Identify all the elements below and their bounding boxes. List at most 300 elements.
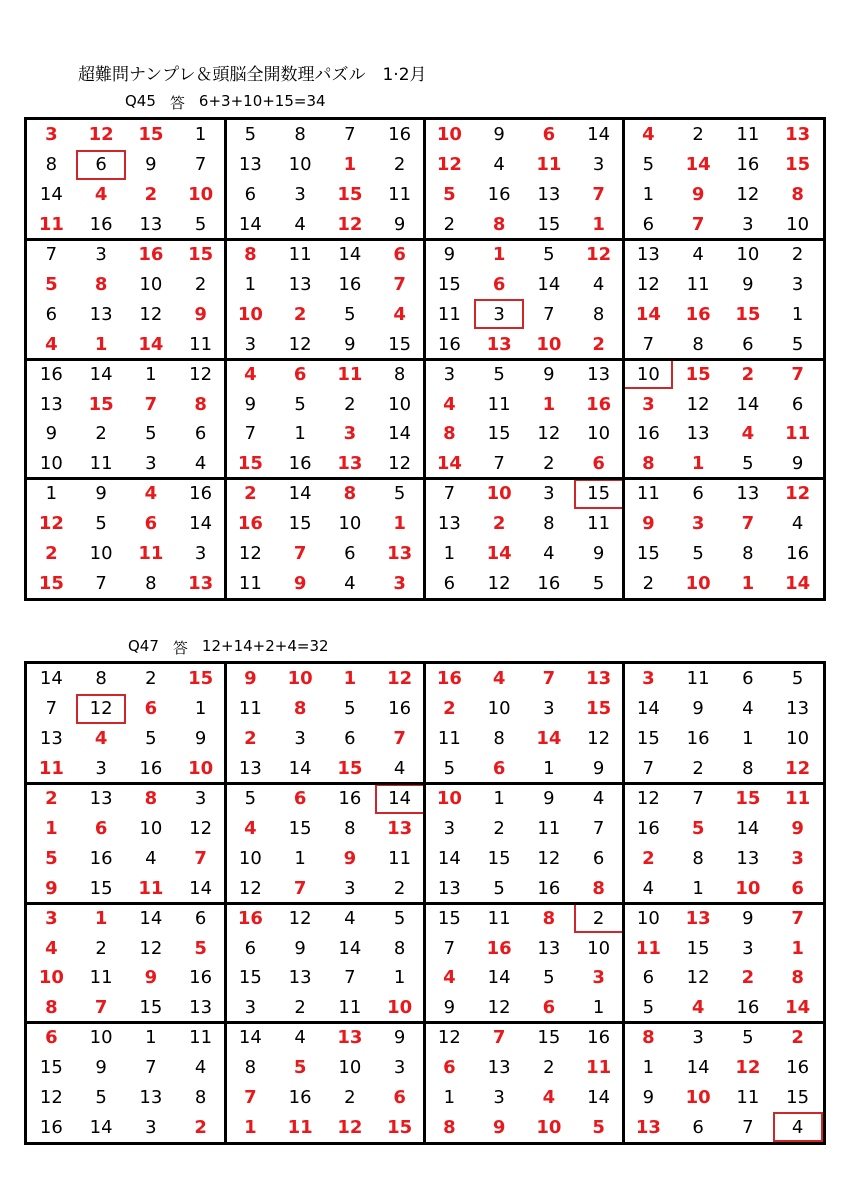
- block-divider-horizontal: [27, 1021, 823, 1024]
- grid-cell: 14: [636, 698, 660, 720]
- grid-cell: 8: [642, 453, 655, 475]
- grid-cell: 1: [642, 1057, 655, 1079]
- grid-cell: 1: [194, 698, 207, 720]
- grid-cell: 4: [443, 393, 456, 415]
- grid-cell: 14: [139, 907, 163, 929]
- grid-cell: 6: [293, 363, 307, 385]
- grid-cell: 10: [786, 214, 810, 236]
- grid-cell: 4: [344, 907, 356, 929]
- grid-cell: 12: [785, 483, 811, 505]
- grid-cell: 16: [237, 907, 263, 929]
- grid-cell: 1: [45, 817, 58, 839]
- grid-cell: 14: [537, 273, 561, 295]
- grid-cell: 15: [685, 363, 711, 385]
- grid-cell: 13: [636, 244, 660, 266]
- grid-cell: 10: [237, 303, 263, 325]
- grid-cell: 12: [437, 1027, 461, 1049]
- grid-cell: 1: [343, 154, 357, 176]
- grid-cell: 14: [785, 997, 811, 1019]
- grid-cell: 2: [791, 244, 804, 266]
- grid-cell: 10: [436, 788, 462, 810]
- grid-cell: 8: [294, 124, 306, 146]
- grid-cell: 15: [38, 572, 64, 594]
- grid-cell: 16: [537, 877, 561, 899]
- grid-cell: 13: [337, 1027, 363, 1049]
- grid-cell: 4: [691, 997, 705, 1019]
- grid-cell: 6: [244, 184, 257, 206]
- grid-cell: 13: [288, 967, 312, 989]
- grid-cell: 7: [642, 333, 655, 355]
- grid-cell: 16: [736, 997, 760, 1019]
- grid-cell: 4: [592, 788, 605, 810]
- grid-cell: 3: [493, 1087, 505, 1109]
- grid-cell: 14: [736, 817, 760, 839]
- grid-cell: 1: [742, 728, 754, 750]
- grid-cell: 16: [685, 303, 711, 325]
- grid-cell: 14: [685, 154, 711, 176]
- grid-cell: 12: [735, 1057, 761, 1079]
- grid-cell: 1: [145, 363, 157, 385]
- grid-cell: 13: [537, 184, 561, 206]
- grid-cell: 9: [194, 728, 207, 750]
- grid-cell: 9: [244, 393, 257, 415]
- grid-cell: 16: [288, 1087, 312, 1109]
- grid-cell: 10: [89, 543, 113, 565]
- grid-cell: 16: [736, 154, 760, 176]
- grid-cell: 7: [94, 997, 108, 1019]
- q47-puzzle-grid: [24, 661, 826, 1145]
- grid-cell: 1: [194, 124, 207, 146]
- grid-cell: 14: [785, 572, 811, 594]
- grid-cell: 15: [586, 698, 612, 720]
- grid-cell: 15: [188, 244, 214, 266]
- grid-cell: 15: [288, 817, 312, 839]
- grid-cell: 3: [592, 967, 605, 989]
- grid-cell: 11: [238, 572, 262, 594]
- grid-cell: 10: [536, 1116, 562, 1138]
- grid-cell: 6: [492, 758, 506, 780]
- q45-puzzle-grid: [24, 117, 826, 601]
- grid-cell: 15: [388, 333, 412, 355]
- grid-cell: 14: [138, 333, 164, 355]
- grid-cell: 11: [537, 817, 561, 839]
- grid-cell: 8: [692, 847, 704, 869]
- grid-cell: 14: [39, 184, 63, 206]
- grid-cell: 9: [642, 513, 655, 535]
- grid-cell: 7: [194, 847, 207, 869]
- grid-cell: 6: [542, 997, 556, 1019]
- grid-cell: 13: [786, 698, 810, 720]
- grid-cell: 16: [189, 483, 213, 505]
- grid-cell: 7: [344, 967, 356, 989]
- grid-cell: 14: [437, 847, 461, 869]
- grid-cell: 12: [387, 668, 413, 690]
- grid-cell: 9: [543, 788, 555, 810]
- grid-cell: 3: [791, 273, 804, 295]
- grid-cell: 3: [791, 847, 804, 869]
- grid-cell: 2: [294, 997, 306, 1019]
- grid-cell: 12: [487, 997, 511, 1019]
- grid-cell: 8: [343, 483, 357, 505]
- grid-cell: 15: [238, 967, 262, 989]
- grid-cell: 14: [288, 758, 312, 780]
- grid-cell: 1: [791, 303, 804, 325]
- q47-answer-line: [128, 637, 329, 658]
- grid-cell: 10: [188, 184, 214, 206]
- grid-cell: 9: [343, 847, 357, 869]
- grid-cell: 7: [344, 124, 356, 146]
- grid-cell: 15: [288, 513, 312, 535]
- grid-cell: 8: [244, 244, 257, 266]
- grid-cell: 7: [293, 877, 307, 899]
- grid-cell: 7: [692, 788, 704, 810]
- grid-cell: 16: [89, 847, 113, 869]
- grid-cell: 5: [543, 244, 555, 266]
- grid-cell: 8: [393, 363, 406, 385]
- grid-cell: 2: [741, 967, 755, 989]
- grid-cell: 12: [736, 184, 760, 206]
- grid-cell: 5: [493, 877, 505, 899]
- grid-cell: 8: [543, 513, 555, 535]
- grid-cell: 5: [393, 483, 406, 505]
- grid-cell: 7: [642, 758, 655, 780]
- grid-cell: 8: [742, 758, 754, 780]
- grid-cell: 11: [487, 393, 511, 415]
- grid-cell: 2: [791, 1027, 804, 1049]
- grid-cell: 9: [742, 907, 754, 929]
- q45-answer-label: 答: [169, 94, 185, 112]
- grid-cell: 6: [692, 1116, 704, 1138]
- grid-cell: 16: [288, 453, 312, 475]
- grid-cell: 11: [587, 513, 611, 535]
- grid-cell: 6: [194, 907, 207, 929]
- grid-cell: 13: [238, 758, 262, 780]
- grid-cell: 14: [189, 877, 213, 899]
- grid-cell: 3: [244, 333, 257, 355]
- grid-cell: 9: [344, 333, 356, 355]
- grid-cell: 13: [288, 273, 312, 295]
- grid-cell: 8: [492, 214, 506, 236]
- grid-cell: 12: [686, 393, 710, 415]
- grid-cell: 15: [437, 273, 461, 295]
- grid-cell: 16: [437, 333, 461, 355]
- grid-cell: 14: [238, 214, 262, 236]
- grid-cell: 7: [492, 1027, 506, 1049]
- grid-cell: 3: [45, 907, 58, 929]
- grid-cell: 10: [636, 907, 660, 929]
- grid-cell: 1: [244, 1116, 257, 1138]
- grid-cell: 9: [393, 214, 406, 236]
- grid-cell: 3: [692, 1027, 704, 1049]
- grid-cell: 1: [443, 543, 456, 565]
- grid-cell: 7: [95, 572, 107, 594]
- grid-cell: 8: [94, 273, 108, 295]
- grid-cell: 4: [642, 877, 655, 899]
- grid-cell: 6: [642, 214, 655, 236]
- grid-cell: 13: [486, 333, 512, 355]
- grid-cell: 5: [742, 1027, 754, 1049]
- grid-cell: 5: [45, 273, 58, 295]
- grid-cell: 4: [492, 668, 506, 690]
- grid-cell: 1: [543, 758, 555, 780]
- grid-cell: 8: [791, 184, 804, 206]
- grid-cell: 2: [692, 124, 704, 146]
- grid-cell: 6: [443, 1057, 456, 1079]
- grid-cell: 13: [785, 124, 811, 146]
- grid-cell: 10: [685, 1087, 711, 1109]
- grid-cell: 7: [194, 154, 207, 176]
- grid-cell: 6: [791, 393, 804, 415]
- grid-cell: 11: [536, 154, 562, 176]
- grid-cell: 11: [138, 877, 164, 899]
- grid-cell: 8: [144, 788, 158, 810]
- grid-cell: 5: [592, 572, 605, 594]
- grid-cell: 6: [45, 1027, 58, 1049]
- grid-cell: 11: [636, 483, 660, 505]
- grid-cell: 9: [45, 877, 58, 899]
- grid-cell: 4: [393, 758, 406, 780]
- q47-question-label: Q47: [128, 637, 159, 655]
- grid-cell: 10: [387, 997, 413, 1019]
- grid-cell: 3: [592, 154, 605, 176]
- grid-cell: 14: [686, 1057, 710, 1079]
- grid-cell: 12: [337, 214, 363, 236]
- grid-cell: 11: [785, 423, 811, 445]
- grid-cell: 16: [388, 124, 412, 146]
- grid-cell: 9: [293, 572, 307, 594]
- grid-cell: 4: [742, 698, 754, 720]
- grid-cell: 3: [343, 423, 357, 445]
- grid-cell: 5: [95, 513, 107, 535]
- grid-cell: 1: [393, 513, 406, 535]
- grid-cell: 1: [145, 1027, 157, 1049]
- grid-cell: 1: [741, 572, 755, 594]
- grid-cell: 12: [139, 303, 163, 325]
- grid-cell: 11: [686, 668, 710, 690]
- grid-cell: 10: [188, 758, 214, 780]
- grid-cell: 6: [542, 124, 556, 146]
- grid-cell: 3: [344, 877, 356, 899]
- grid-cell: 2: [194, 273, 207, 295]
- grid-cell: 5: [742, 453, 754, 475]
- grid-cell: 11: [388, 184, 412, 206]
- grid-cell: 2: [642, 572, 655, 594]
- grid-cell: 11: [686, 273, 710, 295]
- grid-cell: 12: [238, 877, 262, 899]
- grid-cell: 13: [685, 907, 711, 929]
- grid-cell: 7: [393, 728, 406, 750]
- grid-cell: 4: [144, 483, 158, 505]
- grid-cell: 15: [537, 1027, 561, 1049]
- grid-cell: 9: [543, 363, 555, 385]
- grid-cell: 13: [39, 728, 63, 750]
- grid-cell: 13: [686, 423, 710, 445]
- grid-cell: 7: [443, 483, 456, 505]
- grid-cell: 12: [537, 847, 561, 869]
- grid-cell: 12: [587, 728, 611, 750]
- grid-cell: 2: [45, 788, 58, 810]
- grid-cell: 14: [436, 453, 462, 475]
- grid-cell: 5: [543, 967, 555, 989]
- grid-cell: 5: [592, 1116, 605, 1138]
- grid-cell: 6: [144, 698, 158, 720]
- grid-cell: 15: [735, 788, 761, 810]
- grid-cell: 10: [139, 273, 163, 295]
- grid-cell: 9: [95, 1057, 107, 1079]
- grid-cell: 5: [293, 1057, 307, 1079]
- grid-cell: 13: [586, 668, 612, 690]
- grid-cell: 7: [45, 698, 58, 720]
- grid-cell: 5: [344, 303, 356, 325]
- grid-cell: 8: [45, 997, 58, 1019]
- grid-cell: 4: [493, 154, 505, 176]
- grid-cell: 15: [337, 758, 363, 780]
- grid-cell: 6: [393, 244, 406, 266]
- grid-cell: 2: [741, 363, 755, 385]
- grid-cell: 11: [189, 1027, 213, 1049]
- grid-cell: 7: [791, 907, 804, 929]
- grid-cell: 7: [592, 184, 605, 206]
- grid-cell: 4: [542, 1087, 556, 1109]
- grid-cell: 9: [144, 967, 158, 989]
- grid-cell: 2: [592, 333, 605, 355]
- grid-cell: 12: [686, 967, 710, 989]
- grid-cell: 9: [244, 668, 257, 690]
- grid-cell: 16: [139, 758, 163, 780]
- grid-cell: 15: [574, 479, 624, 509]
- grid-cell: 2: [692, 758, 704, 780]
- grid-cell: 4: [592, 273, 605, 295]
- grid-cell: 6: [492, 273, 506, 295]
- grid-cell: 2: [492, 513, 506, 535]
- grid-cell: 15: [237, 453, 263, 475]
- grid-cell: 2: [443, 698, 456, 720]
- grid-cell: 9: [791, 817, 804, 839]
- grid-cell: 12: [337, 1116, 363, 1138]
- grid-cell: 4: [692, 244, 704, 266]
- grid-cell: 12: [39, 1087, 63, 1109]
- grid-cell: 16: [586, 393, 612, 415]
- grid-cell: 1: [493, 788, 505, 810]
- grid-cell: 13: [537, 937, 561, 959]
- grid-cell: 4: [194, 453, 207, 475]
- grid-cell: 3: [95, 244, 107, 266]
- grid-cell: 8: [344, 817, 356, 839]
- grid-cell: 9: [393, 1027, 406, 1049]
- grid-cell: 7: [542, 668, 556, 690]
- grid-cell: 11: [437, 728, 461, 750]
- grid-cell: 2: [574, 903, 624, 933]
- grid-cell: 8: [592, 303, 605, 325]
- grid-cell: 9: [492, 1116, 506, 1138]
- grid-cell: 3: [642, 668, 655, 690]
- grid-cell: 1: [294, 847, 306, 869]
- grid-cell: 16: [237, 513, 263, 535]
- grid-cell: 10: [238, 847, 262, 869]
- grid-cell: 1: [294, 423, 306, 445]
- grid-cell: 6: [742, 333, 754, 355]
- q45-answer-line: [125, 92, 326, 113]
- grid-cell: 14: [635, 303, 661, 325]
- grid-cell: 14: [736, 393, 760, 415]
- grid-cell: 15: [387, 1116, 413, 1138]
- grid-cell: 7: [145, 1057, 157, 1079]
- grid-cell: 14: [536, 728, 562, 750]
- grid-cell: 12: [88, 124, 114, 146]
- grid-cell: 2: [393, 154, 406, 176]
- grid-cell: 11: [736, 124, 760, 146]
- grid-cell: 14: [338, 937, 362, 959]
- grid-cell: 11: [138, 543, 164, 565]
- grid-cell: 4: [294, 214, 306, 236]
- grid-cell: 5: [95, 1087, 107, 1109]
- grid-cell: 8: [393, 937, 406, 959]
- grid-cell: 16: [487, 184, 511, 206]
- grid-cell: 15: [188, 668, 214, 690]
- grid-cell: 10: [38, 967, 64, 989]
- grid-cell: 11: [89, 967, 113, 989]
- grid-cell: 10: [39, 453, 63, 475]
- grid-cell: 6: [443, 572, 456, 594]
- grid-cell: 5: [244, 788, 257, 810]
- grid-cell: 16: [537, 572, 561, 594]
- page-title: 超難問ナンプレ＆頭脳全開数理パズル 1·2月: [78, 65, 427, 85]
- grid-cell: 14: [89, 363, 113, 385]
- grid-cell: 13: [437, 513, 461, 535]
- grid-cell: 10: [623, 359, 673, 389]
- grid-cell: 6: [94, 817, 108, 839]
- grid-cell: 8: [791, 967, 804, 989]
- grid-cell: 15: [437, 907, 461, 929]
- grid-cell: 14: [486, 543, 512, 565]
- grid-cell: 4: [294, 1027, 306, 1049]
- grid-cell: 9: [592, 758, 605, 780]
- grid-cell: 2: [45, 543, 58, 565]
- grid-cell: 2: [344, 393, 356, 415]
- grid-cell: 6: [293, 788, 307, 810]
- grid-cell: 3: [742, 937, 754, 959]
- grid-cell: 11: [189, 333, 213, 355]
- grid-cell: 16: [89, 214, 113, 236]
- grid-cell: 5: [691, 817, 705, 839]
- grid-cell: 4: [244, 363, 257, 385]
- grid-cell: 1: [791, 937, 804, 959]
- grid-cell: 5: [45, 847, 58, 869]
- grid-cell: 14: [288, 483, 312, 505]
- grid-cell: 4: [145, 847, 157, 869]
- grid-cell: 1: [692, 877, 704, 899]
- grid-cell: 7: [244, 1087, 257, 1109]
- grid-cell: 8: [692, 333, 704, 355]
- grid-cell: 6: [642, 967, 655, 989]
- grid-cell: 15: [139, 997, 163, 1019]
- block-divider-horizontal: [27, 902, 823, 905]
- grid-cell: 12: [636, 788, 660, 810]
- grid-cell: 11: [288, 244, 312, 266]
- grid-cell: 11: [785, 788, 811, 810]
- grid-cell: 3: [294, 728, 306, 750]
- grid-cell: 2: [642, 847, 655, 869]
- grid-cell: 12: [487, 572, 511, 594]
- grid-cell: 12: [636, 273, 660, 295]
- block-divider-horizontal: [27, 477, 823, 480]
- grid-cell: 1: [94, 907, 108, 929]
- q47-answer-expression: 12+14+2+4=32: [201, 637, 329, 655]
- grid-cell: 14: [39, 668, 63, 690]
- grid-cell: 10: [786, 728, 810, 750]
- grid-cell: 12: [238, 543, 262, 565]
- grid-cell: 2: [543, 453, 555, 475]
